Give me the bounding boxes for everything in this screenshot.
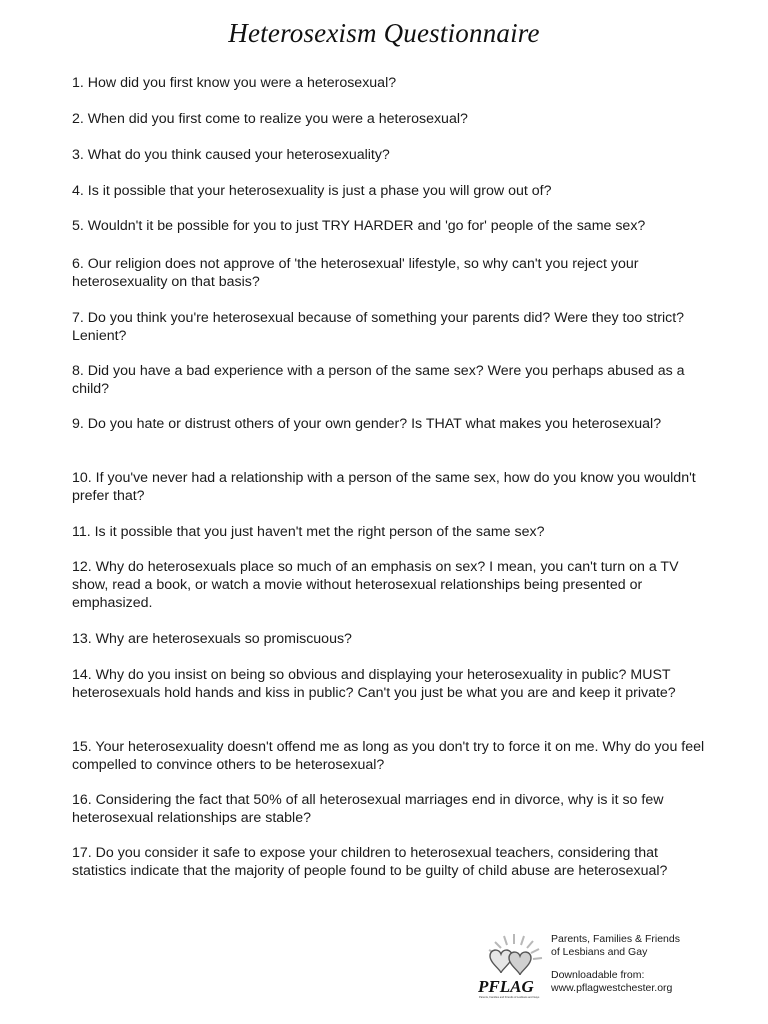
pflag-logo xyxy=(476,928,548,1000)
question-11: 11. Is it possible that you just haven't met the right person of the same sex? xyxy=(72,524,545,540)
question-9: 9. Do you hate or distrust others of your own gender? Is THAT what makes you heterosexual? xyxy=(72,416,662,432)
question-1: 1. How did you first know you were a heterosexual? xyxy=(72,75,397,91)
download-label: Downloadable from: xyxy=(551,969,645,981)
hearts-icon xyxy=(490,950,531,975)
question-13: 13. Why are heterosexuals so promiscuous? xyxy=(72,631,352,647)
question-17: 17. Do you consider it safe to expose your children to heterosexual teachers, considering that statistics indicate that the majority of people found to be guilty of child abuse are heterosexual? xyxy=(72,845,668,879)
pflag-wordmark: PFLAG xyxy=(478,977,534,996)
question-2: 2. When did you first come to realize you were a heterosexual? xyxy=(72,111,468,127)
question-14: 14. Why do you insist on being so obvious and displaying your heterosexuality in public? MUST heterosexuals hold hands and kiss in public? Can't you just be what you are and keep it private? xyxy=(72,667,676,701)
question-7: 7. Do you think you're heterosexual because of something your parents did? Were they too strict? Lenient? xyxy=(72,310,685,344)
question-8: 8. Did you have a bad experience with a person of the same sex? Were you perhaps abused as a child? xyxy=(72,363,685,397)
document-title: Heterosexism Questionnaire xyxy=(228,18,540,48)
org-line-1: Parents, Families & Friends xyxy=(551,933,680,945)
question-5: 5. Wouldn't it be possible for you to just TRY HARDER and 'go for' people of the same sex? xyxy=(72,218,646,234)
question-15: 15. Your heterosexuality doesn't offend me as long as you don't try to force it on me. Why do you feel compelled to convince others to be heterosexual? xyxy=(72,739,705,773)
question-12: 12. Why do heterosexuals place so much of an emphasis on sex? I mean, you can't turn on a TV show, read a book, or watch a movie without heterosexual relationships being presented or emphasized. xyxy=(72,559,679,611)
org-line-2: of Lesbians and Gay xyxy=(551,946,648,958)
pflag-tagline: Parents, Families and Friends of Lesbians and Gays xyxy=(479,996,540,999)
question-4: 4. Is it possible that your heterosexuality is just a phase you will grow out of? xyxy=(72,183,552,199)
question-16: 16. Considering the fact that 50% of all heterosexual marriages end in divorce, why is it so few heterosexual relationships are stable? xyxy=(72,792,664,826)
question-10: 10. If you've never had a relationship with a person of the same sex, how do you know you wouldn't prefer that? xyxy=(72,470,696,504)
question-3: 3. What do you think caused your heterosexuality? xyxy=(72,147,390,163)
download-url: www.pflagwestchester.org xyxy=(551,982,673,994)
question-6: 6. Our religion does not approve of 'the heterosexual' lifestyle, so why can't you reject your heterosexuality on that basis? xyxy=(72,256,639,290)
